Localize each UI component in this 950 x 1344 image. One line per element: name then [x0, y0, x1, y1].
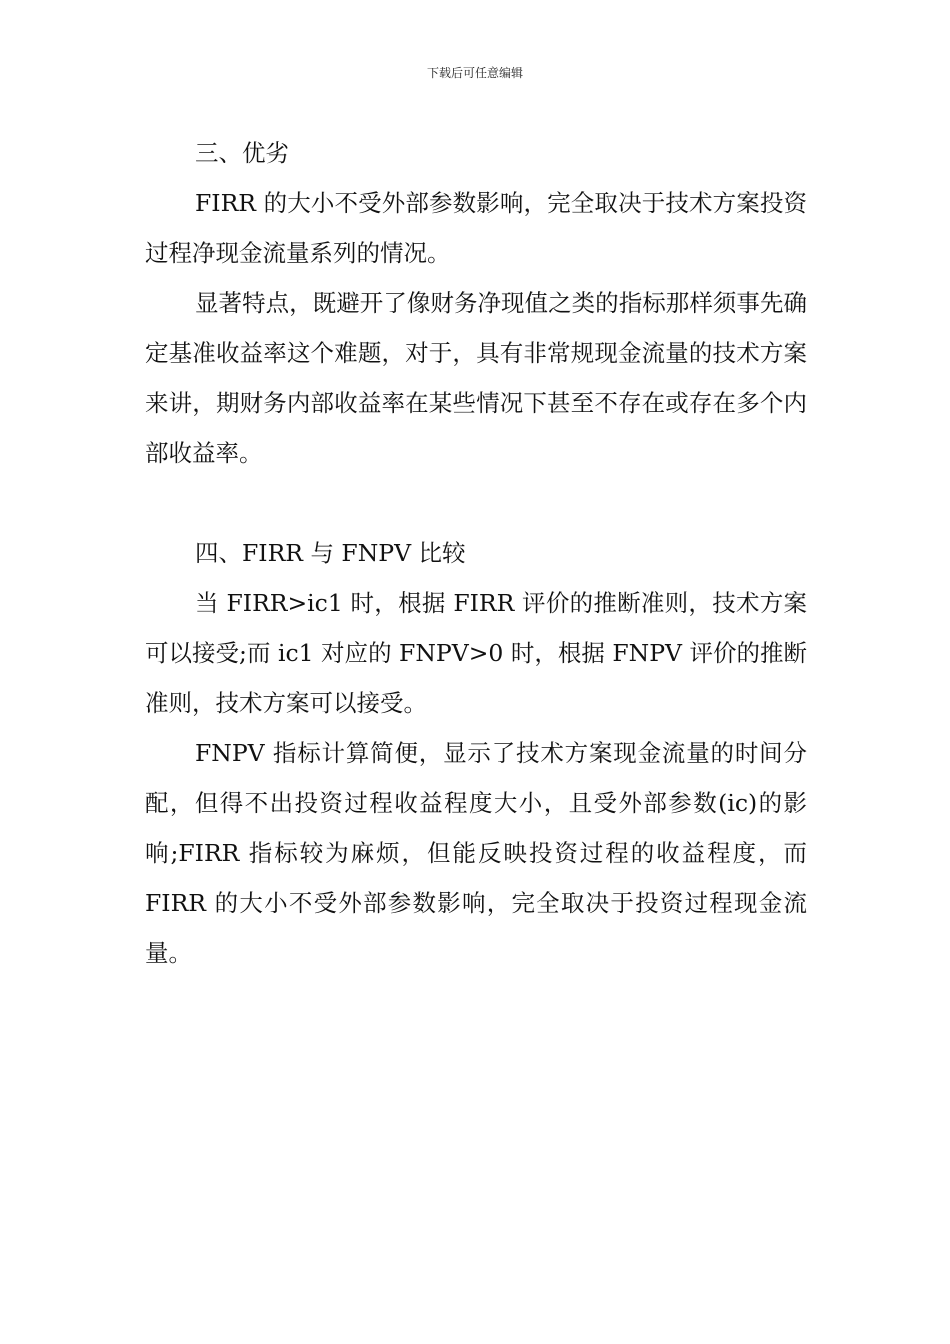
paragraph: 显著特点，既避开了像财务净现值之类的指标那样须事先确定基准收益率这个难题，对于，具有非常规现金流量的技术方案来讲，期财务内部收益率在某些情况下甚至不存在或存在多个内部收益率。: [145, 289, 807, 467]
paragraph: FNPV 指标计算简便，显示了技术方案现金流量的时间分配，但得不出投资过程收益程度大小，且受外部参数(ic)的影响;FIRR 指标较为麻烦，但能反映投资过程的收益程度，而 FIRR 的大小不受外部参数影响，完全取决于投资过程现金流量。: [145, 739, 807, 967]
section-advantages-disadvantages: [145, 128, 807, 478]
page-header-note: 下载后可任意编辑: [426, 66, 523, 80]
section-heading: 四、FIRR 与 FNPV 比较: [195, 539, 466, 567]
section-heading: 三、优劣: [195, 139, 289, 167]
paragraph: FIRR 的大小不受外部参数影响，完全取决于技术方案投资过程净现金流量系列的情况。: [145, 189, 807, 267]
document-body: [145, 128, 807, 978]
paragraph: 当 FIRR>ic1 时，根据 FIRR 评价的推断准则，技术方案可以接受;而 ic1 对应的 FNPV>0 时，根据 FNPV 评价的推断准则，技术方案可以接受。: [145, 589, 807, 717]
section-firr-fnpv-comparison: [145, 528, 807, 978]
section-spacer: [145, 478, 807, 528]
